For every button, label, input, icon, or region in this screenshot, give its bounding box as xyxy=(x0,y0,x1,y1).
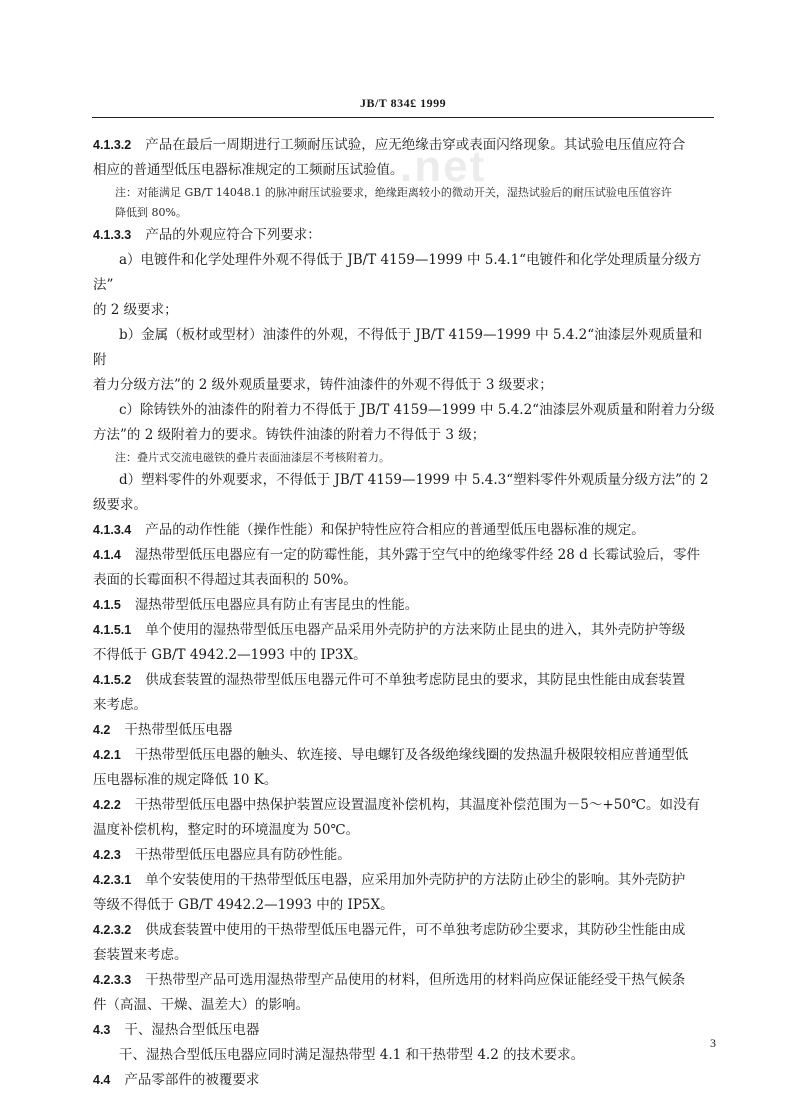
paragraph-text: 干热带型低压电器的触头、软连接、导电螺钉及各级绝缘线圈的发热温升极限较相应普通型低 xyxy=(134,747,689,763)
paragraph-text: 不得低于 GB/T 4942.2—1993 中的 IP3X。 xyxy=(93,647,367,663)
clause-block xyxy=(93,868,715,918)
clause-block xyxy=(93,718,715,743)
clause-number: 4.2.3.3 xyxy=(93,973,132,987)
paragraph-text: 方法”的 2 级附着力的要求。铸铁件油漆的附着力不得低于 3 级； xyxy=(93,427,486,443)
clause-number: 4.1.3.4 xyxy=(93,523,132,537)
paragraph-text: 着力分级方法”的 2 级外观质量要求，铸件油漆件的外观不得低于 3 级要求； xyxy=(93,377,553,393)
clause-block xyxy=(93,518,715,543)
clause-block xyxy=(93,668,715,718)
clause-number: 4.4 xyxy=(93,1073,111,1087)
paragraph-text: c）除铸铁外的油漆件的附着力不得低于 JB/T 4159—1999 中 5.4.2“油漆层外观质量和附着力分级 xyxy=(119,402,715,418)
clause-block xyxy=(93,843,715,868)
list-item xyxy=(93,1043,715,1068)
paragraph-text: 级要求。 xyxy=(93,497,147,513)
document-body xyxy=(93,133,715,1093)
note-block xyxy=(93,183,715,223)
paragraph-text: a）电镀件和化学处理件外观不得低于 JB/T 4159—1999 中 5.4.1“电镀件和化学处理质量分级方法” xyxy=(93,252,702,293)
clause-number: 4.1.5.2 xyxy=(93,673,132,687)
clause-number: 4.2.3 xyxy=(93,848,121,862)
paragraph-text: 湿热带型低压电器应具有防止有害昆虫的性能。 xyxy=(134,597,419,613)
list-item xyxy=(93,248,715,323)
header-divider xyxy=(92,117,714,118)
list-item xyxy=(93,468,715,518)
paragraph-text: 干、湿热合型低压电器应同时满足湿热带型 4.1 和干热带型 4.2 的技术要求。 xyxy=(119,1047,585,1063)
paragraph-text: 单个安装使用的干热带型低压电器，应采用加外壳防护的方法防止砂尘的影响。其外壳防护 xyxy=(145,872,686,888)
paragraph-text: b）金属（板材或型材）油漆件的外观，不得低于 JB/T 4159—1999 中 5.4.2“油漆层外观质量和附 xyxy=(93,327,703,368)
clause-block xyxy=(93,793,715,843)
paragraph-text: 压电器标准的规定降低 10 K。 xyxy=(93,772,278,788)
list-item xyxy=(93,323,715,398)
clause-number: 4.2.3.2 xyxy=(93,923,132,937)
clause-block xyxy=(93,223,715,248)
list-item xyxy=(93,398,715,448)
paragraph-text: 产品零部件的被覆要求 xyxy=(124,1072,260,1088)
note-text: 降低到 80%。 xyxy=(115,206,187,219)
paragraph-text: 湿热带型低压电器应有一定的防霉性能，其外露于空气中的绝缘零件经 28 d 长霉试验后，零件 xyxy=(134,547,701,563)
clause-number: 4.2.2 xyxy=(93,798,121,812)
paragraph-text: 件（高温、干燥、温差大）的影响。 xyxy=(93,997,309,1013)
paragraph-text: 产品的动作性能（操作性能）和保护特性应符合相应的普通型低压电器标准的规定。 xyxy=(145,522,645,538)
clause-number: 4.3 xyxy=(93,1023,111,1037)
clause-number: 4.2.3.1 xyxy=(93,873,132,887)
paragraph-text: 产品的外观应符合下列要求： xyxy=(145,227,321,243)
paragraph-text: 干热带型产品可选用湿热带型产品使用的材料，但所选用的材料尚应保证能经受干热气候条 xyxy=(145,972,686,988)
clause-block xyxy=(93,593,715,618)
clause-number: 4.2.1 xyxy=(93,748,121,762)
clause-number: 4.1.5 xyxy=(93,598,121,612)
paragraph-text: 温度补偿机构，整定时的环境温度为 50℃。 xyxy=(93,822,360,838)
clause-block xyxy=(93,543,715,593)
clause-number: 4.1.3.3 xyxy=(93,228,132,242)
paragraph-text: 等级不得低于 GB/T 4942.2—1993 中的 IP5X。 xyxy=(93,897,394,913)
clause-block xyxy=(93,743,715,793)
paragraph-text: 相应的普通型低压电器标准规定的工频耐压试验值。 xyxy=(93,162,404,178)
clause-block xyxy=(93,918,715,968)
clause-block xyxy=(93,968,715,1018)
watermark: .net xyxy=(400,142,487,191)
clause-block xyxy=(93,618,715,668)
clause-number: 4.2 xyxy=(93,723,111,737)
paragraph-text: 来考虑。 xyxy=(93,697,147,713)
paragraph-text: 产品在最后一周期进行工频耐压试验，应无绝缘击穿或表面闪络现象。其试验电压值应符合 xyxy=(145,137,686,153)
note-block xyxy=(93,448,715,468)
clause-block xyxy=(93,133,715,183)
paragraph-text: 单个使用的湿热带型低压电器产品采用外壳防护的方法来防止昆虫的进入，其外壳防护等级 xyxy=(145,622,686,638)
paragraph-text: 干热带型低压电器应具有防砂性能。 xyxy=(134,847,351,863)
clause-number: 4.1.5.1 xyxy=(93,623,132,637)
paragraph-text: 供成套装置的湿热带型低压电器元件可不单独考虑防昆虫的要求，其防昆虫性能由成套装置 xyxy=(145,672,686,688)
note-text: 注：叠片式交流电磁铁的叠片表面油漆层不考核附着力。 xyxy=(115,451,390,464)
note-text: 注：对能满足 GB/T 14048.1 的脉冲耐压试验要求，绝缘距离较小的微动开关，湿热试验后的耐压试验电压值容许 xyxy=(115,186,672,199)
page-header: JB/T 834£ 1999 xyxy=(359,96,447,110)
paragraph-text: 表面的长霉面积不得超过其表面积的 50%。 xyxy=(93,572,357,588)
clause-block xyxy=(93,1018,715,1043)
clause-block xyxy=(93,1068,715,1093)
paragraph-text: 的 2 级要求； xyxy=(93,302,178,318)
paragraph-text: 干热带型低压电器中热保护装置应设置温度补偿机构，其温度补偿范围为－5～+50℃。如没有 xyxy=(134,797,700,813)
paragraph-text: 干热带型低压电器 xyxy=(124,722,233,738)
paragraph-text: d）塑料零件的外观要求，不得低于 JB/T 4159—1999 中 5.4.3“塑料零件外观质量分级方法”的 2 xyxy=(119,472,709,488)
paragraph-text: 干、湿热合型低压电器 xyxy=(124,1022,260,1038)
paragraph-text: 供成套装置中使用的干热带型低压电器元件，可不单独考虑防砂尘要求，其防砂尘性能由成 xyxy=(145,922,686,938)
page-number: 3 xyxy=(710,1036,716,1050)
clause-number: 4.1.4 xyxy=(93,548,121,562)
paragraph-text: 套装置来考虑。 xyxy=(93,947,188,963)
clause-number: 4.1.3.2 xyxy=(93,138,132,152)
